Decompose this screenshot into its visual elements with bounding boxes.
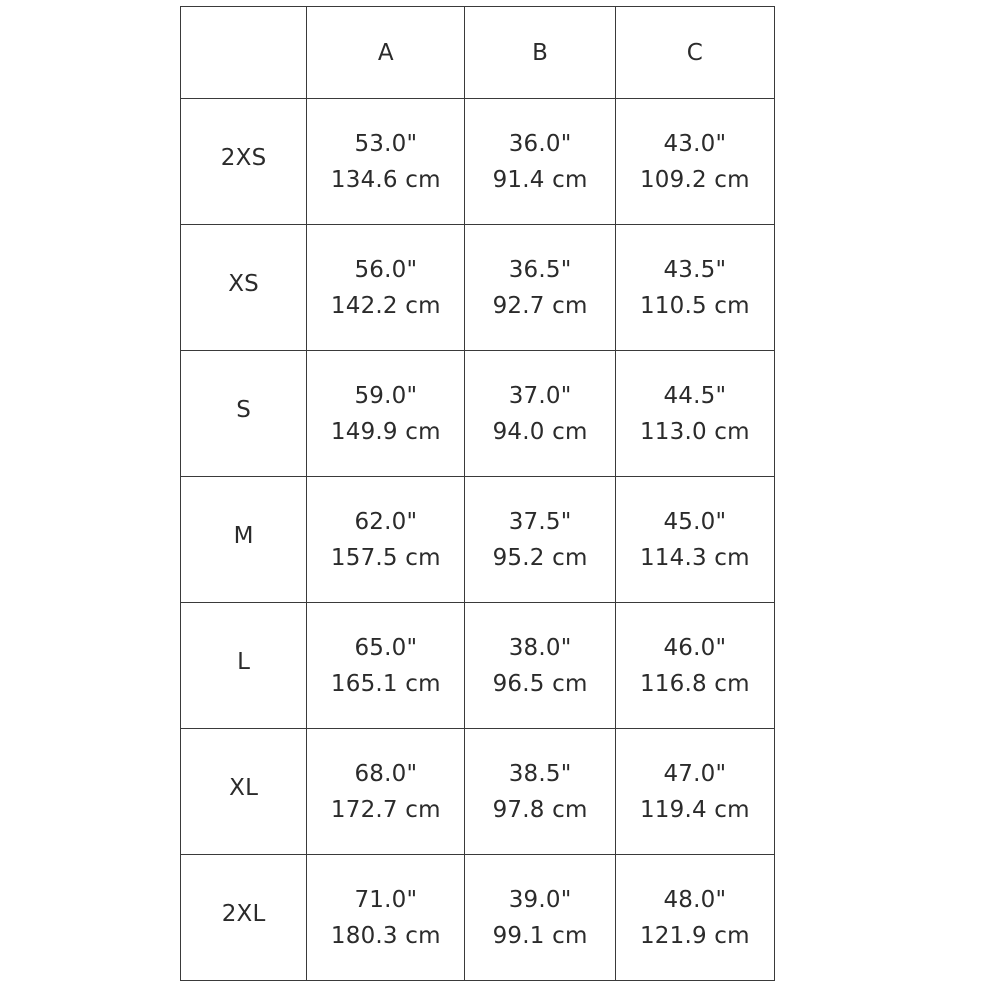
- header-cell-a: A: [307, 7, 465, 99]
- measurement-cell-a: [307, 729, 465, 855]
- cm-value: 157.5 cm: [330, 544, 441, 571]
- inches-value: 37.5": [508, 508, 572, 535]
- cm-value: 134.6 cm: [330, 166, 441, 193]
- size-label-cell: [181, 477, 307, 603]
- cm-value: 172.7 cm: [330, 796, 441, 823]
- size-chart-table: [180, 6, 775, 981]
- inches-value: 48.0": [663, 886, 727, 913]
- size-label-cell: [181, 225, 307, 351]
- inches-value: 46.0": [663, 634, 727, 661]
- measurement-cell-c: [615, 603, 774, 729]
- inches-value: 38.5": [508, 760, 572, 787]
- inches-value: 59.0": [354, 382, 418, 409]
- table-row: [181, 855, 775, 981]
- measurement-cell-a: [307, 99, 465, 225]
- inches-value: 47.0": [663, 760, 727, 787]
- inches-value: 71.0": [354, 886, 418, 913]
- inches-value: 39.0": [508, 886, 572, 913]
- cm-value: 94.0 cm: [492, 418, 588, 445]
- measurement-cell-a: [307, 225, 465, 351]
- inches-value: 43.5": [663, 256, 727, 283]
- size-label: M: [233, 522, 254, 549]
- measurement-cell-c: [615, 729, 774, 855]
- inches-value: 37.0": [508, 382, 572, 409]
- inches-value: 38.0": [508, 634, 572, 661]
- header-cell-c: C: [615, 7, 774, 99]
- measurement-cell-a: [307, 603, 465, 729]
- cm-value: 119.4 cm: [639, 796, 750, 823]
- inches-value: 45.0": [663, 508, 727, 535]
- cm-value: 91.4 cm: [492, 166, 588, 193]
- measurement-cell-c: [615, 855, 774, 981]
- cm-value: 97.8 cm: [492, 796, 588, 823]
- size-label-cell: [181, 855, 307, 981]
- cm-value: 99.1 cm: [492, 922, 588, 949]
- cm-value: 116.8 cm: [639, 670, 750, 697]
- measurement-cell-c: [615, 351, 774, 477]
- cm-value: 92.7 cm: [492, 292, 588, 319]
- measurement-cell-b: [465, 603, 615, 729]
- cm-value: 149.9 cm: [330, 418, 441, 445]
- measurement-cell-a: [307, 351, 465, 477]
- size-label-cell: [181, 603, 307, 729]
- table-row: [181, 603, 775, 729]
- measurement-cell-b: [465, 351, 615, 477]
- cm-value: 96.5 cm: [492, 670, 588, 697]
- cm-value: 165.1 cm: [330, 670, 441, 697]
- size-label-cell: [181, 729, 307, 855]
- cm-value: 180.3 cm: [330, 922, 441, 949]
- measurement-cell-c: [615, 99, 774, 225]
- measurement-cell-b: [465, 729, 615, 855]
- size-label: 2XS: [220, 144, 267, 171]
- inches-value: 65.0": [354, 634, 418, 661]
- measurement-cell-b: [465, 99, 615, 225]
- size-label-cell: [181, 351, 307, 477]
- cm-value: 142.2 cm: [330, 292, 441, 319]
- measurement-cell-b: [465, 855, 615, 981]
- cm-value: 110.5 cm: [639, 292, 750, 319]
- cm-value: 121.9 cm: [639, 922, 750, 949]
- cm-value: 114.3 cm: [639, 544, 750, 571]
- inches-value: 36.5": [508, 256, 572, 283]
- inches-value: 36.0": [508, 130, 572, 157]
- inches-value: 44.5": [663, 382, 727, 409]
- measurement-cell-c: [615, 477, 774, 603]
- inches-value: 43.0": [663, 130, 727, 157]
- size-label: S: [236, 396, 251, 423]
- measurement-cell-a: [307, 477, 465, 603]
- table-row: [181, 225, 775, 351]
- table-row: [181, 729, 775, 855]
- header-row: [181, 7, 775, 99]
- measurement-cell-a: [307, 855, 465, 981]
- cm-value: 113.0 cm: [639, 418, 750, 445]
- inches-value: 68.0": [354, 760, 418, 787]
- size-label: L: [237, 648, 251, 675]
- cm-value: 109.2 cm: [639, 166, 750, 193]
- measurement-cell-b: [465, 225, 615, 351]
- size-label-cell: [181, 99, 307, 225]
- size-label: XS: [228, 270, 259, 297]
- measurement-cell-c: [615, 225, 774, 351]
- table-row: [181, 99, 775, 225]
- header-cell-b: B: [465, 7, 615, 99]
- inches-value: 56.0": [354, 256, 418, 283]
- size-label: XL: [229, 774, 259, 801]
- header-cell-corner: [181, 7, 307, 99]
- inches-value: 53.0": [354, 130, 418, 157]
- size-label: 2XL: [221, 900, 266, 927]
- table-row: [181, 351, 775, 477]
- cm-value: 95.2 cm: [492, 544, 588, 571]
- inches-value: 62.0": [354, 508, 418, 535]
- measurement-cell-b: [465, 477, 615, 603]
- table-row: [181, 477, 775, 603]
